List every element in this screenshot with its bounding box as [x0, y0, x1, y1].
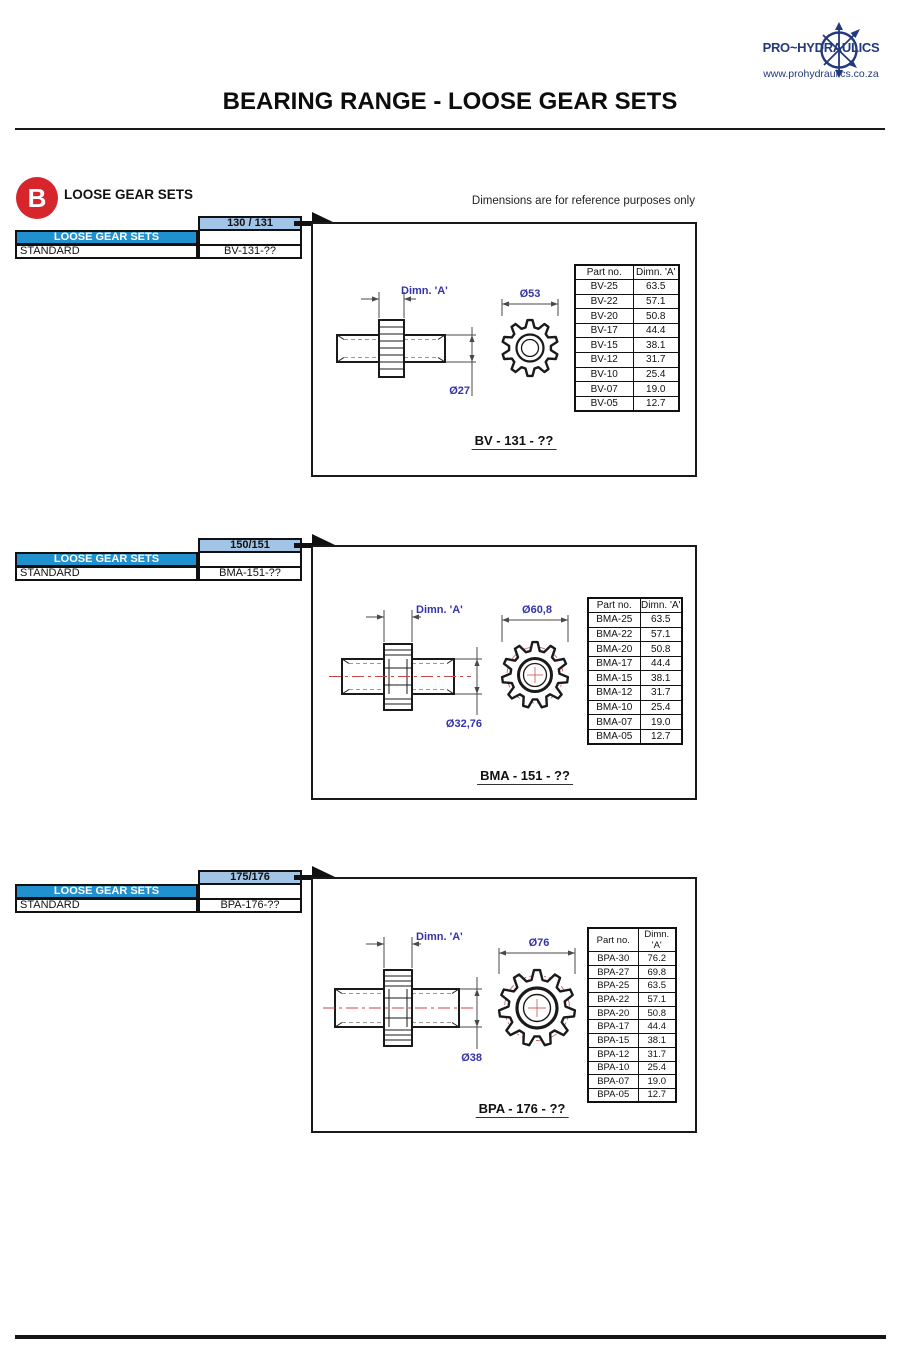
shaft-diameter-label: Ø38: [461, 1052, 482, 1064]
parts-row: [575, 338, 679, 353]
standard-row-label: STANDARD: [15, 898, 198, 913]
shaft-diameter-dimension: [446, 327, 476, 397]
parts-cell: BPA-12: [588, 1047, 638, 1061]
parts-cell: 50.8: [640, 642, 682, 657]
standard-row-label: STANDARD: [15, 566, 198, 581]
gear-diameter-label: Ø60,8: [522, 604, 552, 616]
parts-row: [588, 729, 682, 744]
parts-row: [588, 1088, 676, 1102]
drawing-box: [311, 545, 697, 800]
section-badge-letter: B: [27, 183, 47, 213]
parts-cell: BV-22: [575, 294, 633, 309]
parts-row: [588, 1034, 676, 1048]
selector-header: LOOSE GEAR SETS: [15, 552, 198, 567]
front-view: [503, 320, 558, 376]
parts-header-cell: Dimn. 'A': [633, 265, 679, 280]
parts-row: [588, 1020, 676, 1034]
parts-cell: BMA-22: [588, 627, 640, 642]
parts-row: [588, 965, 676, 979]
parts-cell: BMA-07: [588, 715, 640, 730]
parts-row: [575, 396, 679, 411]
parts-header-cell: Part no.: [588, 928, 638, 952]
parts-cell: 31.7: [633, 353, 679, 368]
parts-cell: 19.0: [633, 382, 679, 397]
parts-header-cell: Part no.: [588, 598, 640, 613]
parts-row: [588, 686, 682, 701]
section-title: LOOSE GEAR SETS: [64, 187, 194, 202]
parts-cell: BMA-10: [588, 700, 640, 715]
parts-cell: 50.8: [633, 309, 679, 324]
model-number-cell: BPA-176-??: [198, 898, 302, 913]
parts-cell: 31.7: [640, 686, 682, 701]
parts-row: [588, 715, 682, 730]
parts-cell: 63.5: [633, 280, 679, 295]
side-view: [337, 320, 445, 377]
model-number-cell: BV-131-??: [198, 244, 302, 259]
parts-cell: 38.1: [640, 671, 682, 686]
front-view: [499, 970, 575, 1045]
parts-cell: 38.1: [638, 1034, 676, 1048]
brand-logo: [750, 24, 892, 86]
bottom-rule: [15, 1335, 886, 1339]
parts-cell: 44.4: [633, 323, 679, 338]
parts-cell: BV-25: [575, 280, 633, 295]
parts-row: [575, 323, 679, 338]
gear-diameter-label: Ø53: [519, 288, 541, 300]
drawing-box: [311, 222, 697, 477]
parts-cell: 50.8: [638, 1006, 676, 1020]
parts-cell: 12.7: [633, 396, 679, 411]
parts-header-cell: Part no.: [575, 265, 633, 280]
parts-cell: BPA-07: [588, 1075, 638, 1089]
parts-row: [588, 979, 676, 993]
parts-cell: 25.4: [640, 700, 682, 715]
side-view: [329, 644, 471, 710]
parts-cell: 57.1: [638, 993, 676, 1007]
parts-cell: 44.4: [638, 1020, 676, 1034]
parts-row: [575, 280, 679, 295]
parts-cell: 63.5: [638, 979, 676, 993]
parts-row: [575, 265, 679, 280]
parts-cell: BPA-20: [588, 1006, 638, 1020]
standard-row-label: STANDARD: [15, 244, 198, 259]
parts-row: [575, 367, 679, 382]
parts-cell: BV-17: [575, 323, 633, 338]
drawing-caption: BV - 131 - ??: [472, 433, 557, 450]
dim-a-label: Dimn. 'A': [416, 931, 463, 943]
parts-cell: 19.0: [640, 715, 682, 730]
parts-cell: 57.1: [640, 627, 682, 642]
parts-cell: BMA-20: [588, 642, 640, 657]
parts-cell: BV-15: [575, 338, 633, 353]
selector-header: LOOSE GEAR SETS: [15, 884, 198, 899]
front-view: [502, 642, 568, 707]
dim-a-dimension: [366, 931, 463, 968]
dim-a-dimension: [361, 285, 448, 318]
parts-cell: BMA-12: [588, 686, 640, 701]
parts-row: [575, 294, 679, 309]
parts-row: [588, 700, 682, 715]
parts-cell: 12.7: [638, 1088, 676, 1102]
selector-header: LOOSE GEAR SETS: [15, 230, 198, 245]
side-view: [323, 970, 475, 1046]
parts-row: [575, 382, 679, 397]
parts-row: [588, 627, 682, 642]
parts-cell: 44.4: [640, 656, 682, 671]
gear-diameter-dimension: [499, 937, 575, 974]
parts-cell: 25.4: [633, 367, 679, 382]
parts-cell: BV-20: [575, 309, 633, 324]
drawing-box: [311, 877, 697, 1133]
parts-cell: 63.5: [640, 613, 682, 628]
parts-cell: 19.0: [638, 1075, 676, 1089]
size-tab: 130 / 131: [198, 216, 302, 231]
selector-empty-cell: [198, 884, 302, 899]
parts-cell: 31.7: [638, 1047, 676, 1061]
gear-diameter-dimension: [502, 604, 568, 642]
parts-cell: 69.8: [638, 965, 676, 979]
parts-cell: BV-12: [575, 353, 633, 368]
parts-cell: BV-05: [575, 396, 633, 411]
parts-cell: 57.1: [633, 294, 679, 309]
parts-cell: BPA-22: [588, 993, 638, 1007]
parts-cell: BPA-30: [588, 952, 638, 966]
drawing-caption: BPA - 176 - ??: [476, 1101, 569, 1118]
section-badge: [16, 177, 58, 219]
parts-row: [588, 993, 676, 1007]
parts-row: [588, 598, 682, 613]
parts-cell: BPA-17: [588, 1020, 638, 1034]
parts-row: [588, 1061, 676, 1075]
gear-diameter-label: Ø76: [528, 937, 550, 949]
shaft-diameter-dimension: [460, 977, 482, 1064]
parts-row: [575, 353, 679, 368]
parts-cell: 38.1: [633, 338, 679, 353]
brand-name: PRO~HYDRAULICS: [762, 40, 880, 55]
parts-cell: BPA-27: [588, 965, 638, 979]
parts-row: [588, 928, 676, 952]
title-divider: [15, 128, 885, 130]
parts-row: [588, 1006, 676, 1020]
selector-empty-cell: [198, 552, 302, 567]
parts-cell: BV-10: [575, 367, 633, 382]
parts-cell: BPA-15: [588, 1034, 638, 1048]
parts-row: [588, 642, 682, 657]
parts-cell: BPA-25: [588, 979, 638, 993]
parts-row: [588, 656, 682, 671]
model-number-cell: BMA-151-??: [198, 566, 302, 581]
shaft-diameter-label: Ø27: [449, 385, 470, 397]
parts-cell: BMA-15: [588, 671, 640, 686]
parts-cell: 25.4: [638, 1061, 676, 1075]
parts-row: [588, 952, 676, 966]
parts-cell: BMA-05: [588, 729, 640, 744]
size-tab: 150/151: [198, 538, 302, 553]
parts-row: [588, 1075, 676, 1089]
dim-a-label: Dimn. 'A': [416, 604, 463, 616]
parts-row: [588, 613, 682, 628]
parts-cell: BPA-10: [588, 1061, 638, 1075]
parts-header-cell: Dimn. 'A': [640, 598, 682, 613]
parts-cell: BPA-05: [588, 1088, 638, 1102]
drawing-caption: BMA - 151 - ??: [477, 768, 573, 785]
parts-table: [587, 597, 683, 745]
parts-cell: BV-07: [575, 382, 633, 397]
parts-cell: 12.7: [640, 729, 682, 744]
size-tab: 175/176: [198, 870, 302, 885]
selector-empty-cell: [198, 230, 302, 245]
parts-cell: 76.2: [638, 952, 676, 966]
parts-cell: BMA-25: [588, 613, 640, 628]
brand-url-link[interactable]: www.prohydraulics.co.za: [763, 68, 879, 80]
parts-table: [574, 264, 680, 412]
shaft-diameter-label: Ø32,76: [445, 718, 482, 730]
parts-row: [588, 1047, 676, 1061]
page-title: BEARING RANGE - LOOSE GEAR SETS: [222, 88, 678, 115]
parts-header-cell: Dimn. 'A': [638, 928, 676, 952]
dim-a-dimension: [366, 604, 463, 642]
parts-row: [588, 671, 682, 686]
parts-table: [587, 927, 677, 1103]
parts-cell: BMA-17: [588, 656, 640, 671]
reference-note: Dimensions are for reference purposes only: [471, 195, 695, 207]
gear-diameter-dimension: [502, 288, 558, 316]
dim-a-label: Dimn. 'A': [401, 285, 448, 297]
parts-row: [575, 309, 679, 324]
